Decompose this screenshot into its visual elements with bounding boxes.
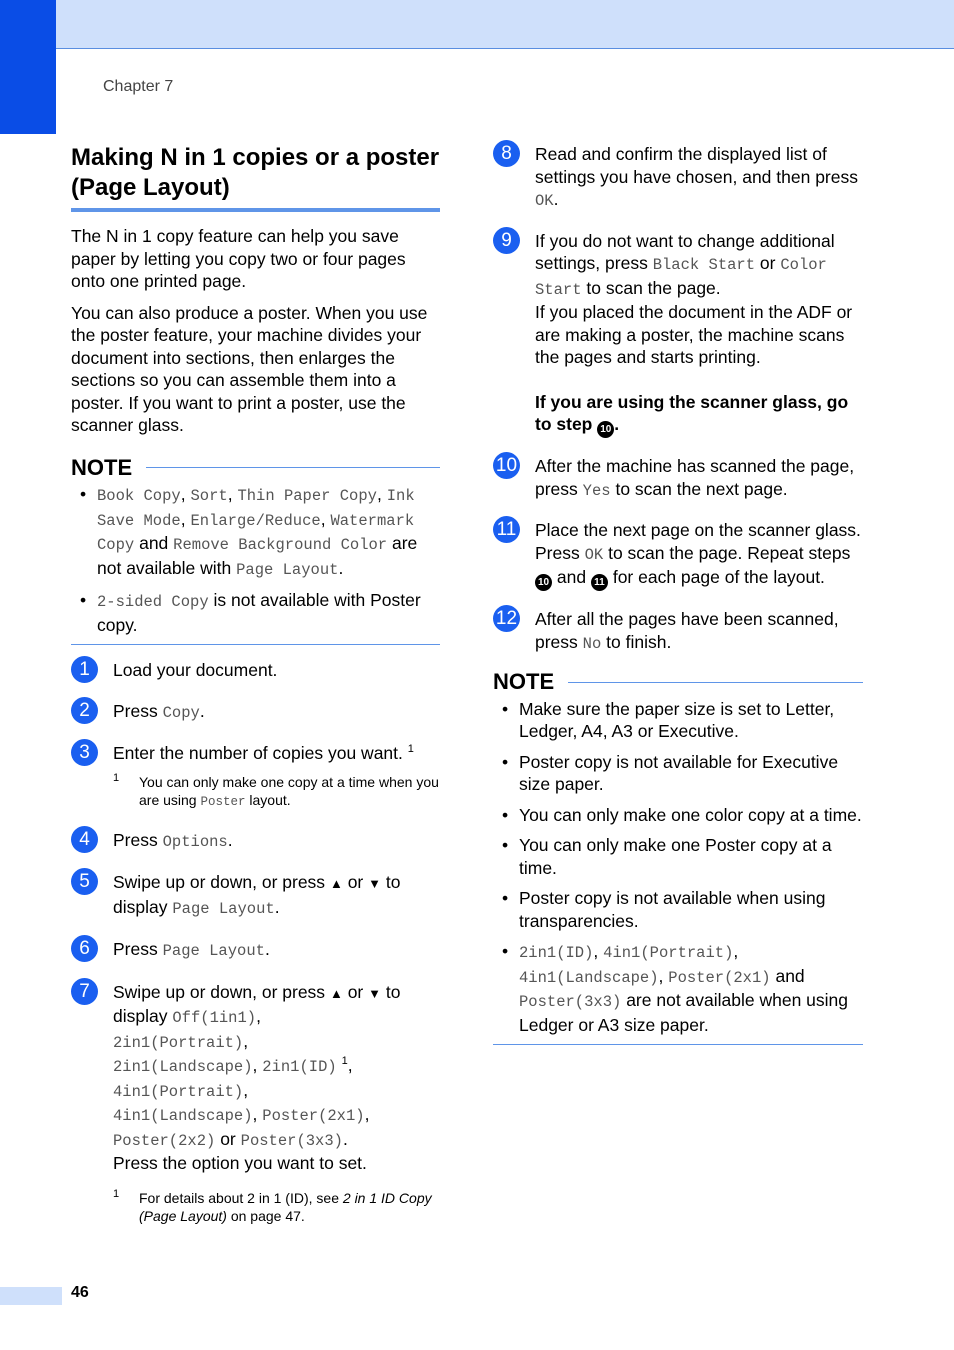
step-11: 11 Place the next page on the scanner glass. Press OK to scan the page. Repeat steps 10 and 11 for each page of the layout. (493, 519, 863, 591)
note-item: • Poster copy is not available when using transparencies. (493, 887, 863, 932)
note-item: • You can only make one color copy at a time. (493, 804, 863, 827)
step-number: 1 (71, 656, 98, 683)
note-end-rule (71, 644, 440, 645)
chapter-tab (0, 0, 56, 134)
intro-paragraph-1: The N in 1 copy feature can help you save paper by letting you copy two or four pages onto one printed page. (71, 226, 406, 291)
note-rule (568, 682, 863, 683)
down-arrow-icon: ▼ (368, 876, 381, 891)
step-12: 12 After all the pages have been scanned, press No to finish. (493, 608, 863, 655)
note-item: • Poster copy is not available for Executive size paper. (493, 751, 863, 796)
note-header (493, 671, 863, 694)
step-ref-icon: 11 (591, 574, 608, 591)
step-number: 3 (71, 739, 98, 766)
note-title: NOTE (493, 669, 555, 694)
step-number: 4 (71, 826, 98, 853)
note-item: • 2-sided Copy is not available with Poster copy. (71, 589, 440, 636)
step-number: 12 (493, 605, 520, 632)
page-number-band (0, 1287, 62, 1305)
step-2: 2 Press Copy. (71, 700, 440, 725)
note-item: • You can only make one Poster copy at a time. (493, 834, 863, 879)
step-10: 10 After the machine has scanned the page, press Yes to scan the next page. (493, 455, 863, 502)
left-column (71, 143, 440, 1225)
step-5: 5 Swipe up or down, or press ▲ or ▼ to display Page Layout. (71, 871, 440, 920)
note-header (71, 454, 440, 480)
up-arrow-icon: ▲ (329, 876, 343, 891)
up-arrow-icon: ▲ (329, 985, 343, 1001)
section-title: Making N in 1 copies or a poster (Page Layout) (71, 143, 440, 212)
note-rule (146, 467, 440, 468)
step-ref-icon: 10 (535, 574, 552, 591)
step-number: 10 (493, 452, 520, 479)
step-9: 9 If you do not want to change additional settings, press Black Start or Color Start to scan the page. If you placed the document in the ADF or are making a poster, the machine scans the pages and starts printing. If you are using the scanner glass, go to step 10 . (493, 230, 863, 439)
page-number: 46 (71, 1284, 89, 1301)
step-8: 8 Read and confirm the displayed list of settings you have chosen, and then press OK. (493, 143, 863, 213)
header-band (0, 0, 954, 49)
note-list (71, 483, 440, 636)
step-3: 3 Enter the number of copies you want. $^1$ (71, 742, 440, 765)
step-number: 8 (493, 140, 520, 167)
note-item: • Book Copy, Sort, Thin Paper Copy, Ink Save Mode, Enlarge/Reduce, Watermark Copy and Remove Background Color are not available with Page Layout. (71, 483, 440, 581)
step-number: 7 (71, 978, 98, 1005)
footnote: 1 You can only make one copy at a time when you are using Poster layout. (113, 771, 439, 809)
step-number: 2 (71, 697, 98, 724)
step-number: 9 (493, 227, 520, 254)
note-item: • Make sure the paper size is set to Letter, Ledger, A4, A3 or Executive. (493, 698, 863, 743)
step-number: 5 (71, 868, 98, 895)
step-ref-icon: 10 (597, 421, 614, 438)
footnote: 1 For details about 2 in 1 (ID), see 2 in 1 ID Copy (Page Layout) on page 47. (113, 1187, 432, 1224)
step-4: 4 Press Options. (71, 829, 440, 854)
step-number: 6 (71, 935, 98, 962)
step-number: 11 (493, 516, 520, 543)
right-column (493, 143, 863, 1045)
chapter-label: Chapter 7 (103, 78, 174, 95)
down-arrow-icon: ▼ (368, 985, 381, 1001)
step-1: 1 Load your document. (71, 659, 440, 682)
note-title: NOTE (71, 454, 133, 480)
note-item: • 2in1(ID), 4in1(Portrait), 4in1(Landscape), Poster(2x1) and Poster(3x3) are not available when using Ledger or A3 size paper. (493, 940, 863, 1036)
step-6: 6 Press Page Layout. (71, 938, 440, 963)
note-end-rule (493, 1044, 863, 1045)
intro-paragraph-2: You can also produce a poster. When you use the poster feature, your machine divides your document into sections, then enlarges the sections so you can assemble them into a poster. If you want to print a poster, use the scanner glass. (71, 302, 428, 435)
note-list (493, 698, 863, 1037)
step-7: 7 Swipe up or down, or press ▲ or ▼ to display Off(1in1), 2in1(Portrait), 2in1(Landscape), 2in1(ID) $^1$, 4in1(Portrait), 4in1(Landscape), Poster(2x1), Poster(2x2) or Poster(3x3). Press the option you want to set. (71, 981, 440, 1175)
